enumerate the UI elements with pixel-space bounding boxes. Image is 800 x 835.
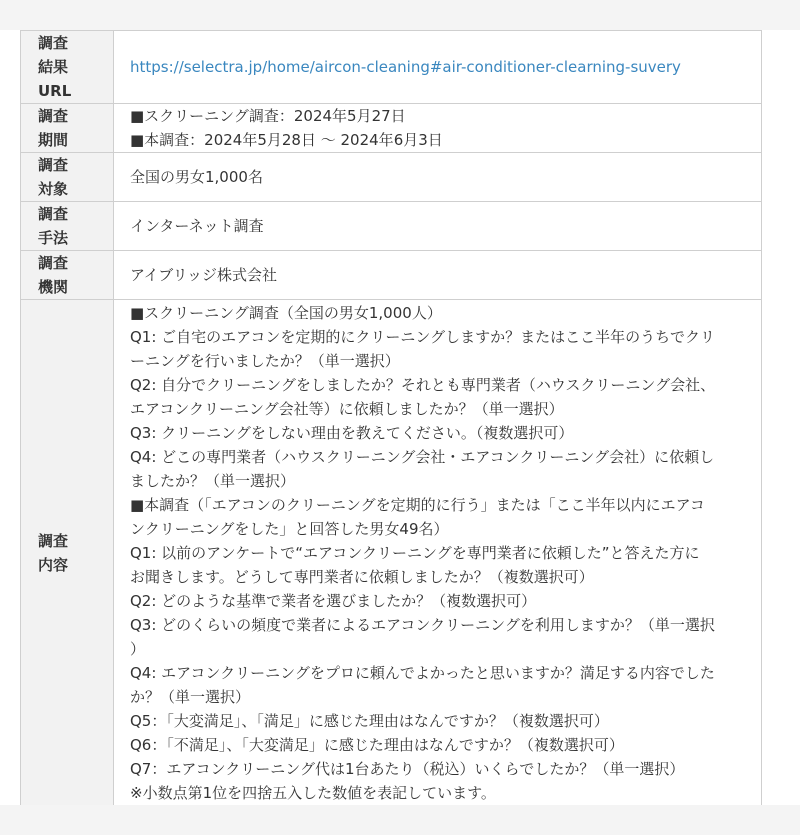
content-line: Q4: どこの専門業者（ハウスクリーニング会社・エアコンクリーニング会社）に依頼し: [130, 447, 715, 466]
content-line: Q6：「不満足」、「大変満足」に感じた理由はなんですか？（複数選択可）: [130, 735, 624, 754]
row-value-result-url: [114, 31, 762, 104]
period-screening: ■スクリーニング調査：2024年5月27日: [130, 107, 406, 125]
row-label-method: [21, 202, 114, 251]
label-line: 期間: [38, 131, 69, 149]
content-line: Q2: どのような基準で業者を選びましたか？（複数選択可）: [130, 591, 537, 610]
label-line: 調査: [38, 254, 69, 272]
row-content: [21, 300, 762, 806]
row-period: [21, 104, 762, 153]
label-line: URL: [38, 82, 72, 100]
survey-info-table: [20, 30, 762, 806]
agency-text: アイブリッジ株式会社: [130, 266, 278, 284]
label-line: 結果: [38, 58, 69, 76]
content-line: ましたか？（単一選択）: [130, 471, 296, 490]
content-line: ）: [130, 639, 146, 658]
content-line: Q1: 以前のアンケートで“エアコンクリーニングを専門業者に依頼した”と答えた方に: [130, 543, 700, 562]
row-value-content: [114, 300, 762, 806]
content-line: Q7：エアコンクリーニング代は1台あたり（税込）いくらでしたか？（単一選択）: [130, 759, 685, 778]
label-line: 調査: [38, 34, 69, 52]
content-line: Q3: どのくらいの頻度で業者によるエアコンクリーニングを利用しますか？（単一選択: [130, 615, 715, 634]
row-value-agency: [114, 251, 762, 300]
row-label-agency: [21, 251, 114, 300]
content-line: Q5：「大変満足」、「満足」に感じた理由はなんですか？（複数選択可）: [130, 711, 609, 730]
label-line: 調査: [38, 107, 69, 125]
label-line: 調査: [38, 205, 69, 223]
row-label-result-url: [21, 31, 114, 104]
target-text: 全国の男女1,000名: [130, 168, 263, 186]
content-line: エアコンクリーニング会社等）に依頼しましたか？（単一選択）: [130, 399, 564, 418]
row-method: [21, 202, 762, 251]
survey-result-link[interactable]: https://selectra.jp/home/aircon-cleaning#air-conditioner-clearning-suvery: [130, 58, 681, 76]
period-main: ■本調査：2024年5月28日 〜 2024年6月3日: [130, 131, 443, 149]
survey-info-section: [0, 30, 800, 805]
content-line: ンクリーニングをした」と回答した男女49名）: [130, 519, 449, 538]
row-value-method: [114, 202, 762, 251]
content-line: Q3: クリーニングをしない理由を教えてください。（複数選択可）: [130, 423, 574, 442]
row-value-target: [114, 153, 762, 202]
label-line: 内容: [38, 555, 69, 574]
page-top-band: [0, 0, 800, 30]
content-line: お聞きします。どうして専門業者に依頼しましたか？（複数選択可）: [130, 567, 594, 586]
row-target: [21, 153, 762, 202]
content-line: ※小数点第1位を四捨五入した数値を表記しています。: [130, 783, 496, 802]
content-line: Q2: 自分でクリーニングをしましたか？それとも専門業者（ハウスクリーニング会社、: [130, 375, 716, 394]
label-line: 対象: [38, 180, 69, 198]
row-label-content: [21, 300, 114, 806]
content-line: か？（単一選択）: [130, 687, 251, 706]
label-line: 手法: [38, 229, 69, 247]
content-line: Q1: ご自宅のエアコンを定期的にクリーニングしますか？またはここ半年のうちでクリ: [130, 327, 715, 346]
content-line: ーニングを行いましたか？（単一選択）: [130, 351, 400, 370]
row-value-period: [114, 104, 762, 153]
label-line: 機関: [38, 278, 69, 296]
row-label-target: [21, 153, 114, 202]
method-text: インターネット調査: [130, 217, 264, 235]
content-line: ■本調査（「エアコンのクリーニングを定期的に行う」または「ここ半年以内にエアコ: [130, 495, 705, 514]
row-agency: [21, 251, 762, 300]
row-result-url: [21, 31, 762, 104]
page-bottom-band: [0, 805, 800, 835]
content-line: ■スクリーニング調査（全国の男女1,000人）: [130, 303, 442, 322]
content-line: Q4: エアコンクリーニングをプロに頼んでよかったと思いますか？満足する内容でした: [130, 663, 715, 682]
label-line: 調査: [38, 531, 69, 550]
label-line: 調査: [38, 156, 69, 174]
row-label-period: [21, 104, 114, 153]
